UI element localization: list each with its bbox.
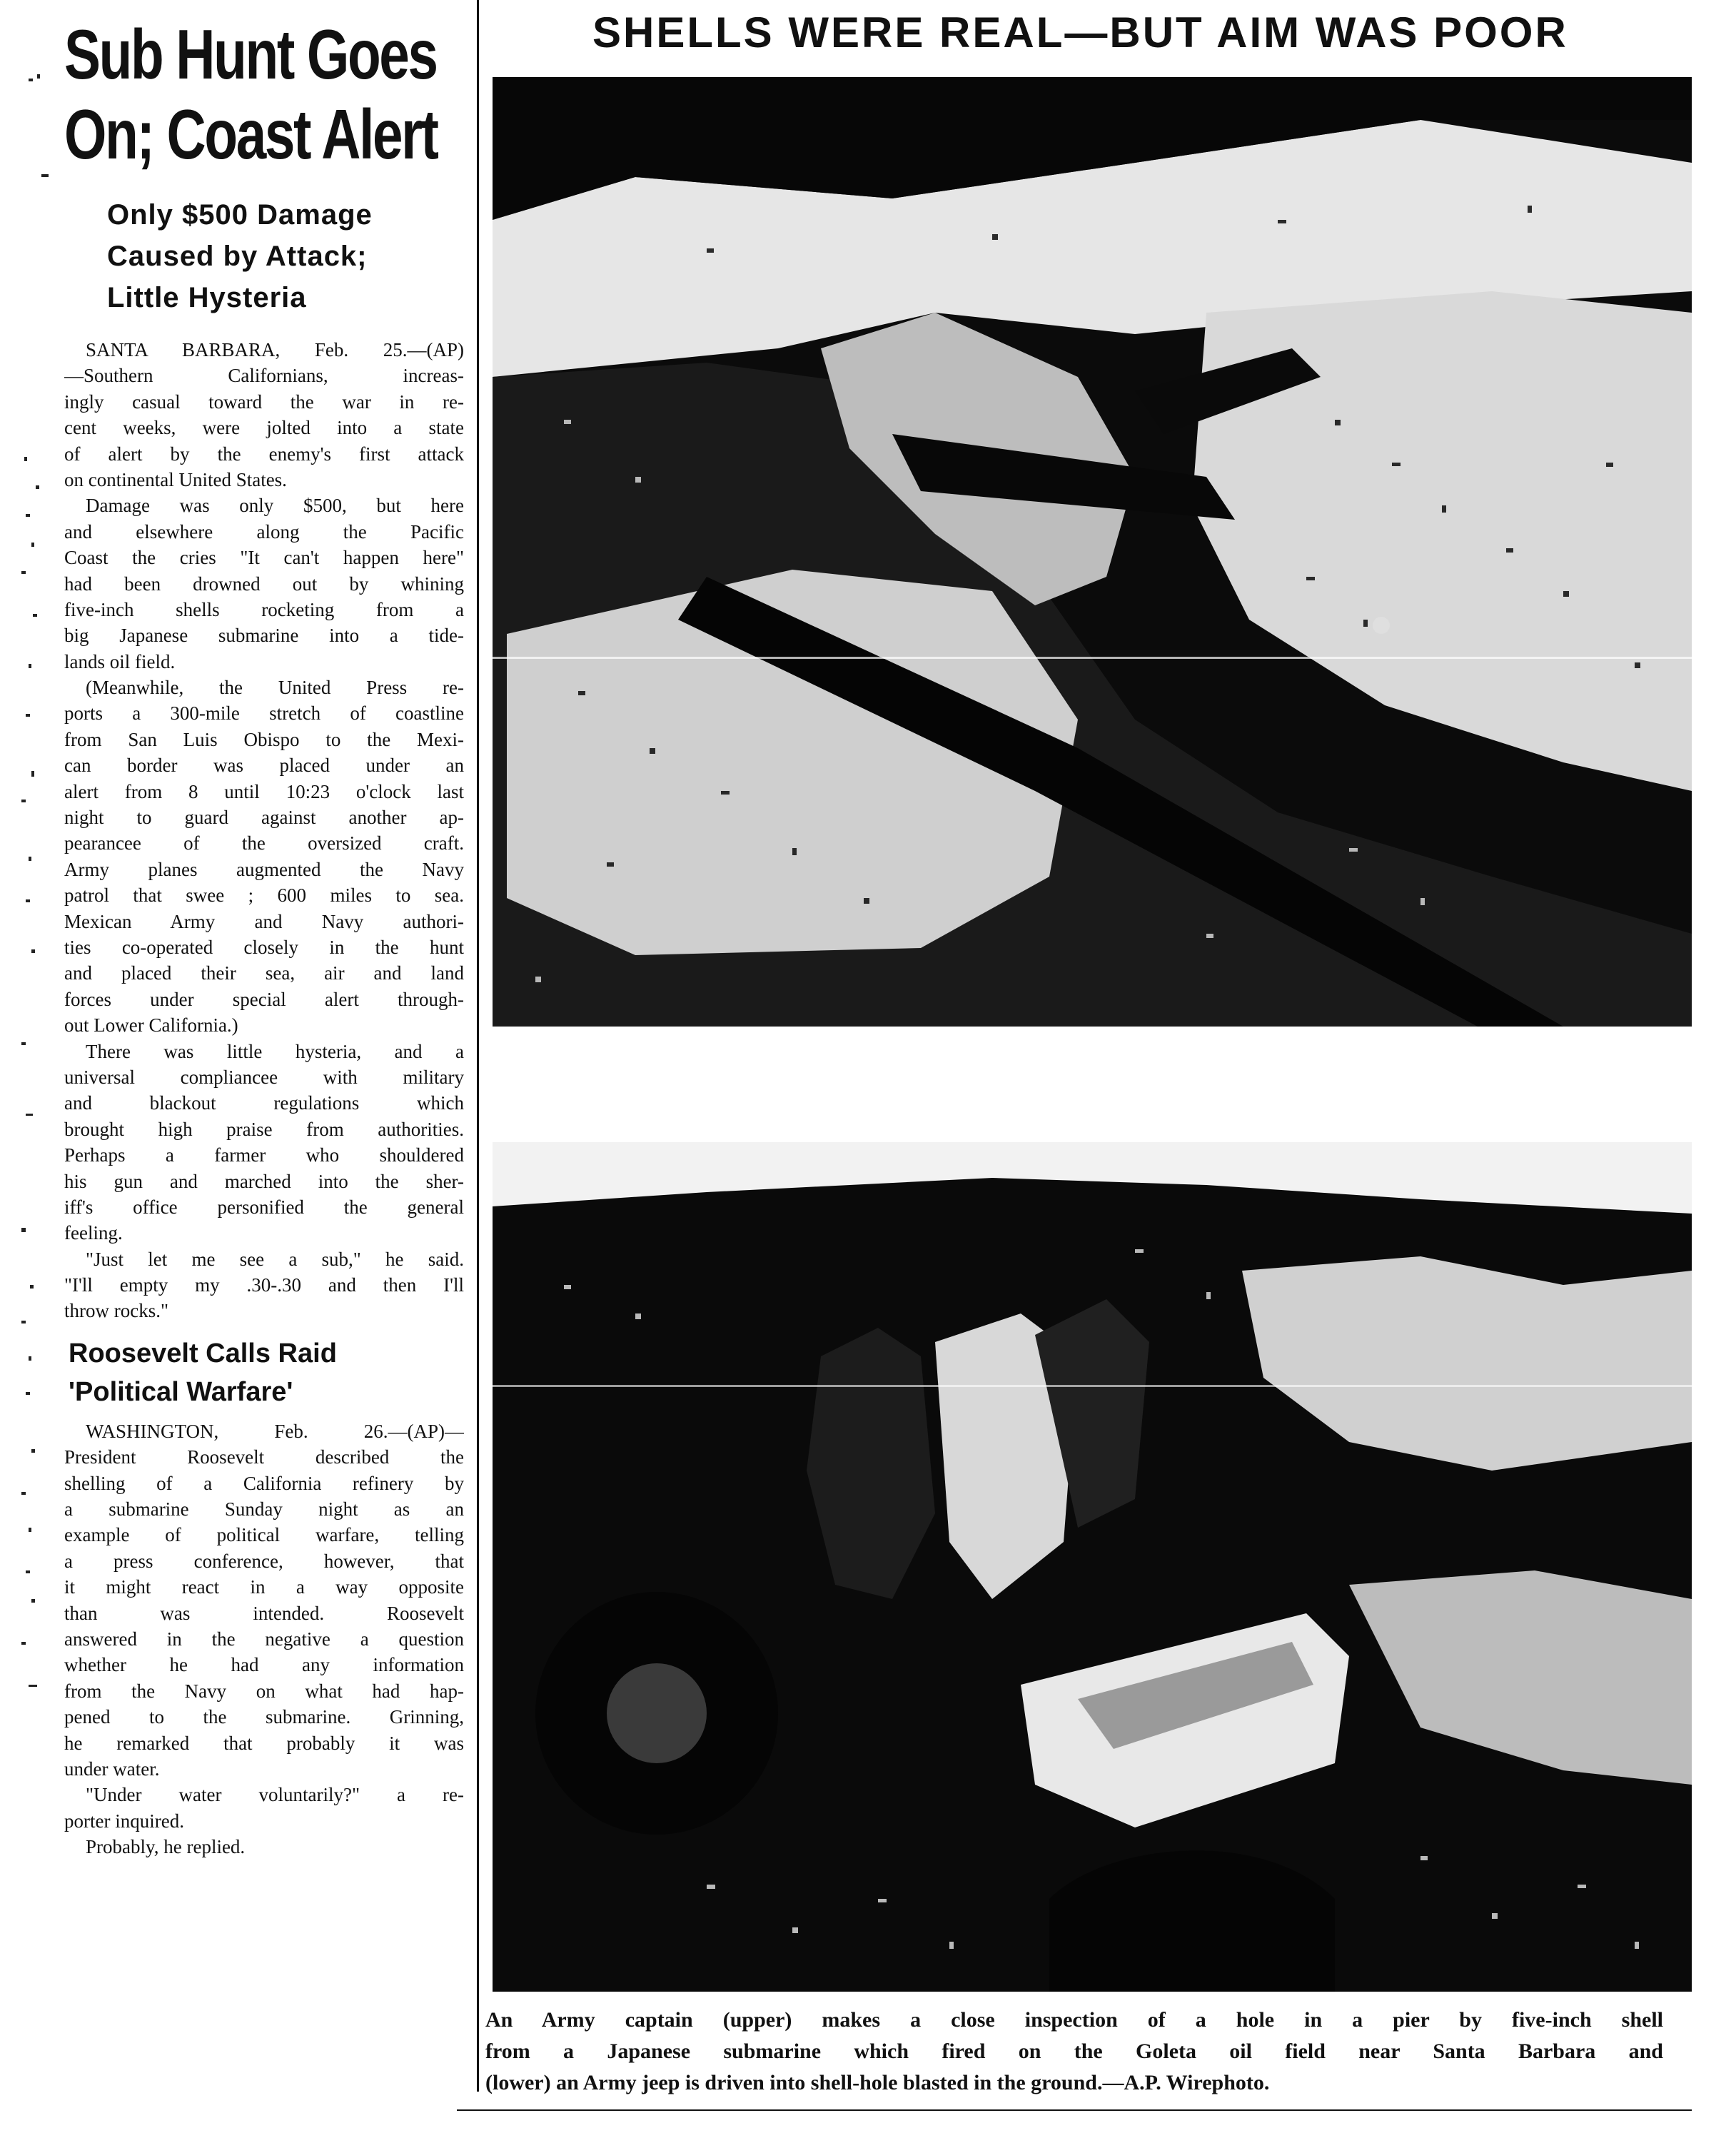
text-line: There was little hysteria, and a [86,1040,464,1062]
text-line: "Under water voluntarily?" a re- [86,1784,464,1806]
photo-headline: SHELLS WERE REAL—BUT AIM WAS POOR [592,9,1568,56]
text-line: out Lower California.) [64,1014,238,1037]
subheadline [107,194,464,318]
text-line: Damage was only $500, but here [86,495,464,517]
column-rule [477,0,479,2092]
photo-upper-pier-shell-hole [493,77,1692,1027]
subhead-line: Little Hysteria [107,282,307,313]
text-line: —Southern Californians, increas- [64,365,464,387]
subhead-line: Only $500 Damage [107,199,373,231]
text-line: shelling of a California refinery by [64,1472,464,1494]
caption-line: from a Japanese submarine which fired on the Goleta oil field near Santa Barbara and [485,2039,1663,2063]
text-line: ties co-operated closely in the hunt [64,936,464,958]
text-line: throw rocks." [64,1300,168,1322]
second-headline [69,1334,464,1411]
dateline: WASHINGTON, Feb. 26.—(AP)— [86,1420,464,1442]
article-body-santa-barbara [64,337,464,1324]
text-line: pened to the submarine. Grinning, [64,1706,464,1728]
text-line: "Just let me see a sub," he said. [86,1248,464,1270]
text-line: from the Navy on what had hap- [64,1680,464,1702]
text-line: under water. [64,1758,160,1780]
text-line: whether he had any information [64,1654,464,1676]
text-line: ports a 300-mile stretch of coastline [64,702,464,725]
caption-line: An Army captain (upper) makes a close inspection of a hole in a pier by five-inch shell [485,2008,1663,2032]
text-line: Army planes augmented the Navy [64,858,464,880]
text-line: example of political warfare, telling [64,1524,464,1546]
text-line: than was intended. Roosevelt [64,1602,464,1624]
text-line: lands oil field. [64,650,176,672]
second-headline-line: Roosevelt Calls Raid [69,1338,337,1368]
pier-photo-image [493,77,1692,1027]
article-body-washington [64,1418,464,1860]
text-line: a press conference, however, that [64,1550,464,1572]
text-line: from San Luis Obispo to the Mexi- [64,728,464,750]
main-headline [64,14,465,174]
dateline: SANTA BARBARA, Feb. 25.—(AP) [86,339,464,360]
text-line: Probably, he replied. [86,1836,246,1858]
text-line: Mexican Army and Navy authori- [64,910,464,932]
text-line: universal compliancee with military [64,1066,464,1088]
text-line: Perhaps a farmer who shouldered [64,1144,464,1166]
subhead-line: Caused by Attack; [107,241,368,272]
text-line: on continental United States. [64,468,287,490]
text-line: of alert by the enemy's first attack [64,443,464,465]
text-line: brought high praise from authorities. [64,1118,464,1140]
text-line: (Meanwhile, the United Press re- [86,677,464,699]
text-line: ingly casual toward the war in re- [64,390,464,413]
text-line: night to guard against another ap- [64,807,464,829]
text-line: alert from 8 until 10:23 o'clock last [64,780,464,802]
text-line: iff's office personified the general [64,1196,464,1218]
text-line: forces under special alert through- [64,988,464,1010]
text-line: feeling. [64,1222,123,1244]
text-line: five-inch shells rocketing from a [64,598,464,620]
text-line: cent weeks, were jolted into a state [64,417,464,439]
jeep-photo-image [493,1142,1692,1992]
bottom-rule [457,2109,1692,2111]
text-line: big Japanese submarine into a tide- [64,625,464,647]
margin-specks [0,0,64,2133]
text-line: porter inquired. [64,1810,184,1832]
article-column [64,14,464,1860]
photo-caption [485,2005,1663,2099]
text-line: pearancee of the oversized craft. [64,832,464,854]
text-line: it might react in a way opposite [64,1576,464,1598]
headline-line-2: On; Coast Alert [64,95,438,173]
text-line: and blackout regulations which [64,1092,464,1114]
text-line: "I'll empty my .30-.30 and then I'll [64,1274,464,1296]
text-line: President Roosevelt described the [64,1446,464,1468]
text-line: patrol that swee ; 600 miles to sea. [64,884,464,907]
text-line: can border was placed under an [64,755,464,777]
text-line: Coast the cries "It can't happen here" [64,547,464,569]
text-line: answered in the negative a question [64,1628,464,1650]
text-line: a submarine Sunday night as an [64,1498,464,1521]
text-line: and elsewhere along the Pacific [64,520,464,543]
second-headline-line: 'Political Warfare' [69,1376,293,1407]
text-line: he remarked that probably it was [64,1732,464,1754]
text-line: and placed their sea, air and land [64,962,464,984]
text-line: had been drowned out by whining [64,573,464,595]
headline-line-1: Sub Hunt Goes [64,15,437,94]
photo-lower-army-jeep [493,1142,1692,1992]
text-line: his gun and marched into the sher- [64,1170,464,1192]
caption-line: (lower) an Army jeep is driven into shell-hole blasted in the ground.—A.P. Wirephoto. [485,2071,1270,2094]
